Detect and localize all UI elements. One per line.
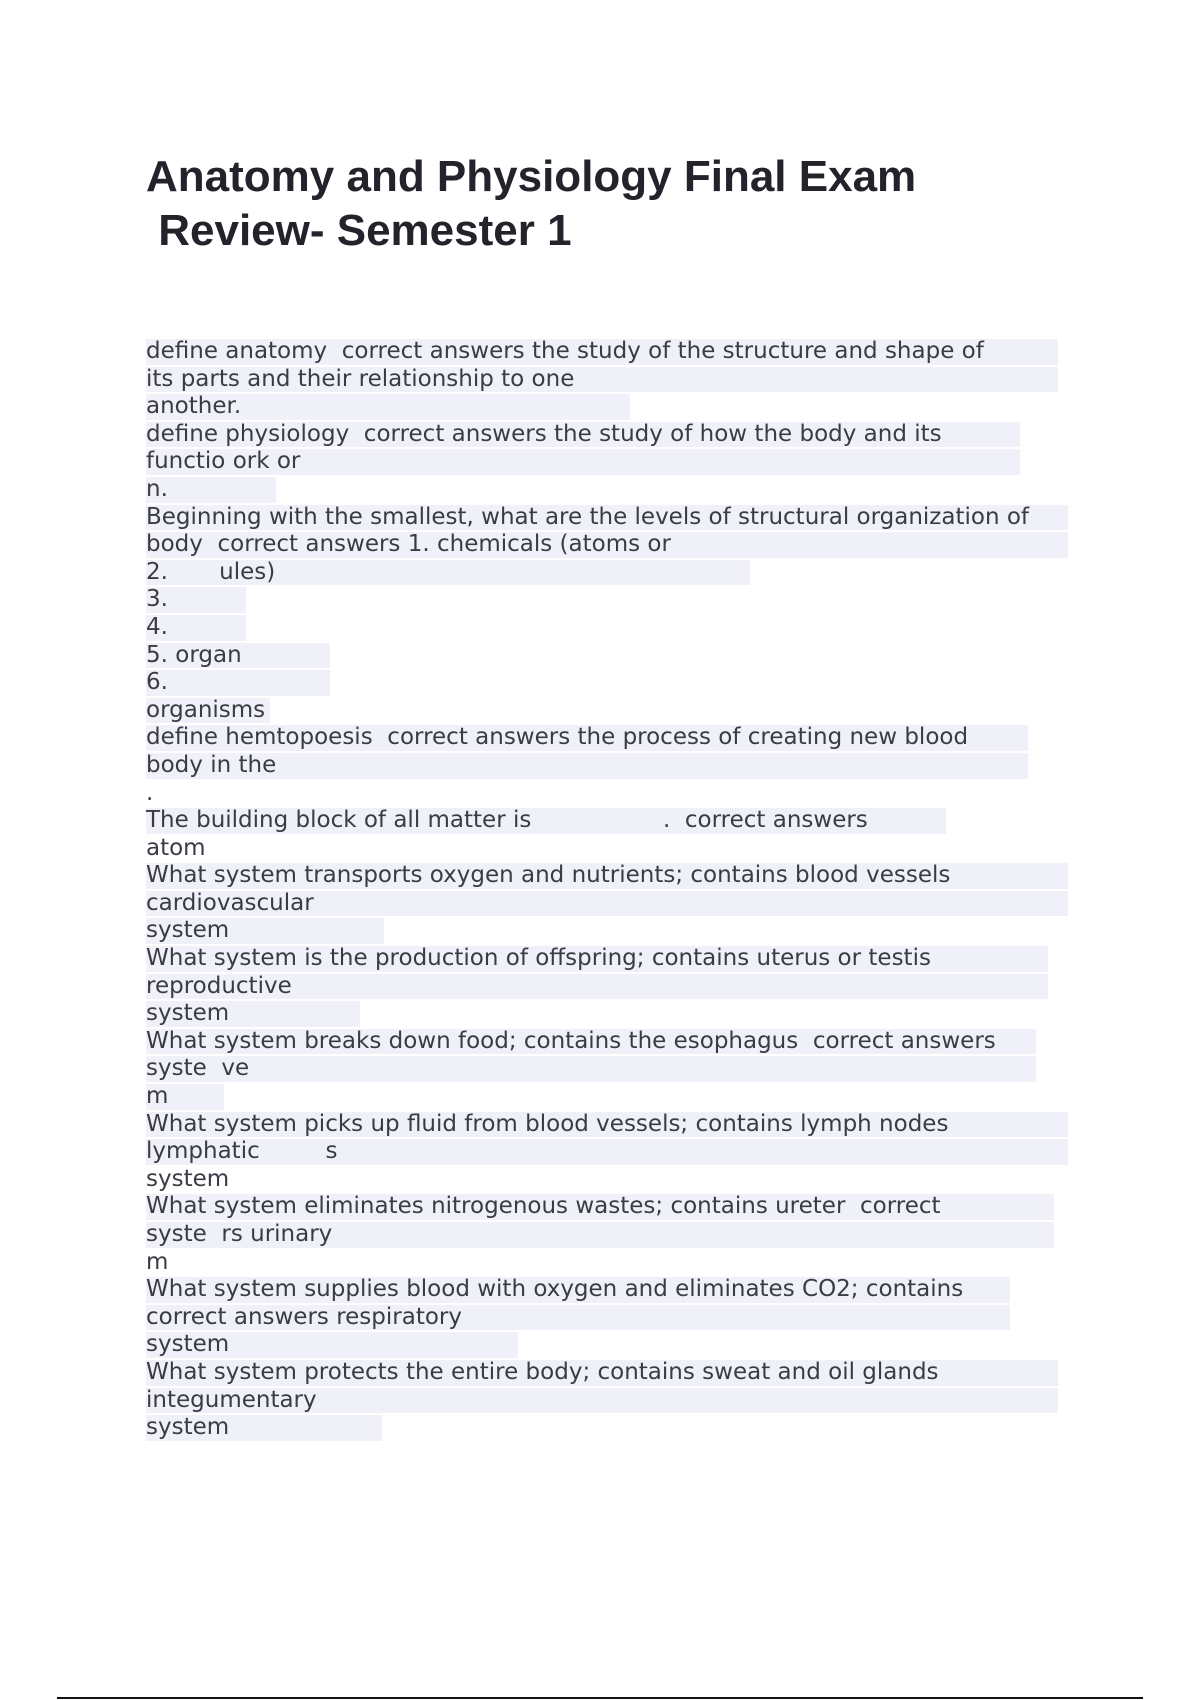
line-text: correct answers respiratory bbox=[146, 1303, 462, 1330]
line-text: What system supplies blood with oxygen and eliminates CO2; contains bbox=[146, 1276, 964, 1303]
line-text: . bbox=[146, 779, 154, 806]
line-text: organisms bbox=[146, 696, 266, 723]
text-line bbox=[146, 917, 1086, 945]
text-line bbox=[146, 890, 1086, 918]
line-text: syste rs urinary bbox=[146, 1221, 333, 1247]
line-text: What system is the production of offspring; contains uterus or testis bbox=[146, 945, 931, 972]
text-line bbox=[146, 366, 1086, 394]
line-text: define anatomy correct answers the study of the structure and shape of bbox=[146, 338, 984, 364]
text-line bbox=[146, 642, 1086, 670]
line-text: 2. ules) bbox=[146, 558, 276, 585]
text-line bbox=[146, 669, 1086, 697]
line-text: body in the bbox=[146, 751, 277, 778]
line-text: What system eliminates nitrogenous wastes; contains ureter correct bbox=[146, 1193, 941, 1220]
text-line bbox=[146, 1111, 1086, 1139]
text-line bbox=[146, 531, 1086, 559]
line-text: another. bbox=[146, 393, 242, 420]
footer-rule bbox=[57, 1697, 1143, 1699]
review-content bbox=[146, 338, 1086, 1442]
line-text: m bbox=[146, 1083, 169, 1110]
line-text: system bbox=[146, 1165, 230, 1192]
line-text: What system picks up fluid from blood vessels; contains lymph nodes bbox=[146, 1110, 949, 1137]
text-line bbox=[146, 1028, 1086, 1056]
line-text: 5. organ bbox=[146, 641, 242, 668]
line-text: The building block of all matter is . correct answers bbox=[146, 807, 868, 834]
line-text: 4. bbox=[146, 613, 168, 640]
line-text: 3. bbox=[146, 586, 168, 613]
text-line bbox=[146, 835, 1086, 863]
text-line bbox=[146, 338, 1086, 366]
line-text: define hemtopoesis correct answers the process of creating new blood bbox=[146, 724, 969, 751]
text-line bbox=[146, 421, 1086, 449]
line-text: What system breaks down food; contains the esophagus correct answers bbox=[146, 1027, 996, 1054]
line-text: define physiology correct answers the study of how the body and its bbox=[146, 420, 942, 447]
line-text: system bbox=[146, 1414, 230, 1441]
text-line bbox=[146, 586, 1086, 614]
line-text: What system transports oxygen and nutrients; contains blood vessels bbox=[146, 862, 951, 889]
text-line bbox=[146, 807, 1086, 835]
document-title bbox=[146, 150, 1046, 258]
line-text: Beginning with the smallest, what are the levels of structural organization of bbox=[146, 503, 1030, 530]
text-line bbox=[146, 1000, 1086, 1028]
text-line bbox=[146, 504, 1086, 532]
line-text: system bbox=[146, 1000, 230, 1027]
title-line-1: Anatomy and Physiology Final Exam bbox=[146, 152, 917, 201]
text-line bbox=[146, 1304, 1086, 1332]
line-text: reproductive bbox=[146, 972, 292, 999]
line-text: m bbox=[146, 1248, 169, 1275]
text-line bbox=[146, 448, 1086, 476]
text-line bbox=[146, 1414, 1086, 1442]
text-line bbox=[146, 1359, 1086, 1387]
text-line bbox=[146, 559, 1086, 587]
text-line bbox=[146, 1055, 1086, 1083]
line-text: functio ork or bbox=[146, 448, 301, 475]
text-line bbox=[146, 1166, 1086, 1194]
text-line bbox=[146, 1083, 1086, 1111]
text-line bbox=[146, 1221, 1086, 1249]
text-line bbox=[146, 1249, 1086, 1277]
text-line bbox=[146, 1387, 1086, 1415]
line-text: atom bbox=[146, 834, 206, 861]
line-text: body correct answers 1. chemicals (atoms or bbox=[146, 531, 671, 558]
line-text: What system protects the entire body; contains sweat and oil glands bbox=[146, 1358, 939, 1385]
line-text: its parts and their relationship to one bbox=[146, 365, 575, 392]
line-text: lymphatic s bbox=[146, 1138, 338, 1165]
line-text: 6. bbox=[146, 669, 168, 696]
text-line bbox=[146, 1138, 1086, 1166]
text-line bbox=[146, 697, 1086, 725]
line-text: n. bbox=[146, 475, 168, 502]
line-text: cardiovascular bbox=[146, 889, 314, 916]
text-line bbox=[146, 724, 1086, 752]
text-line bbox=[146, 476, 1086, 504]
title-line-2: Review- Semester 1 bbox=[146, 206, 572, 255]
text-line bbox=[146, 752, 1086, 780]
text-line bbox=[146, 1193, 1086, 1221]
text-line bbox=[146, 1331, 1086, 1359]
line-text: integumentary bbox=[146, 1386, 317, 1413]
text-line bbox=[146, 862, 1086, 890]
text-line bbox=[146, 945, 1086, 973]
text-line bbox=[146, 780, 1086, 808]
line-text: syste ve bbox=[146, 1055, 250, 1082]
text-line bbox=[146, 393, 1086, 421]
text-line bbox=[146, 1276, 1086, 1304]
line-text: system bbox=[146, 1331, 230, 1358]
text-line bbox=[146, 973, 1086, 1001]
text-line bbox=[146, 614, 1086, 642]
line-text: system bbox=[146, 917, 230, 944]
